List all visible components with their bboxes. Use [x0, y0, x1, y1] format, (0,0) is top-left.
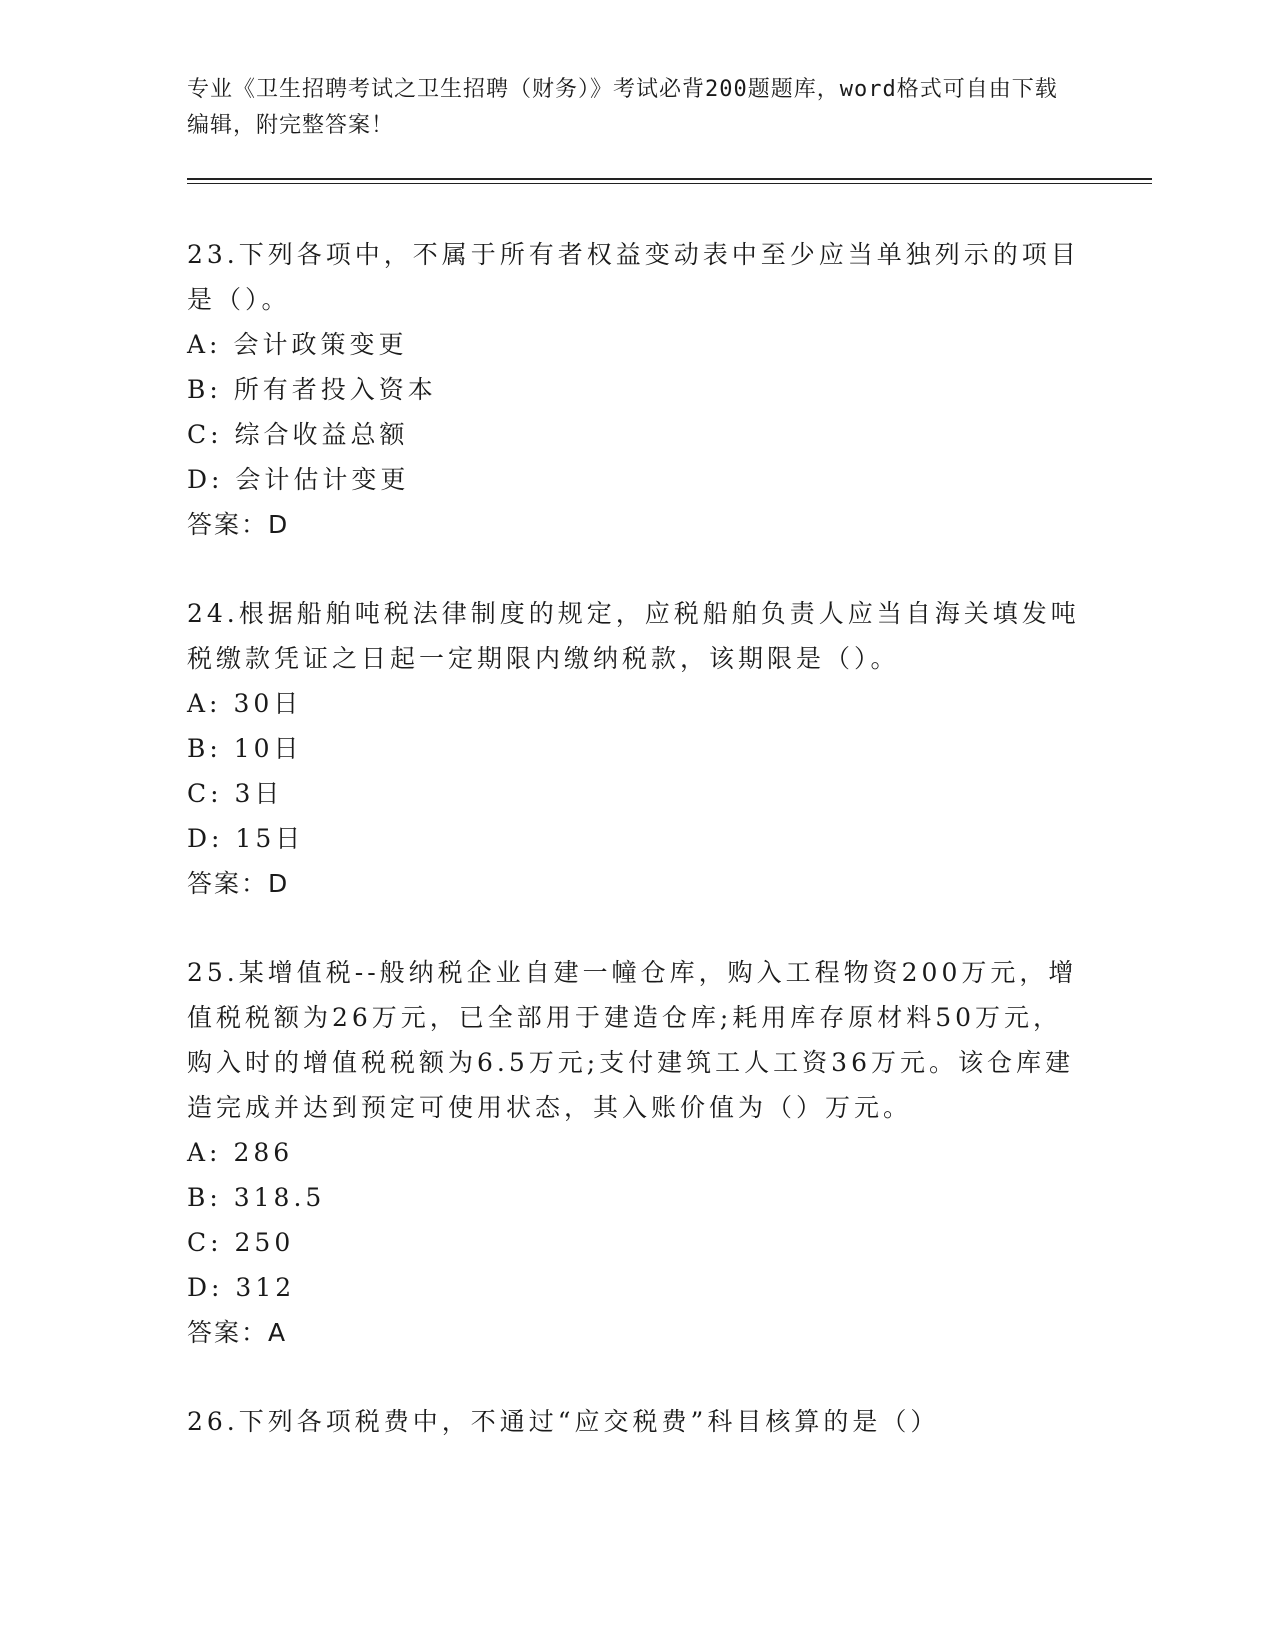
- option-key: C:: [187, 1228, 223, 1257]
- option-text: 250: [234, 1228, 295, 1257]
- option-key: B:: [187, 1183, 222, 1212]
- option-a: [187, 1130, 1087, 1175]
- option-text: 286: [233, 1138, 294, 1167]
- question-24: [187, 591, 1087, 906]
- option-key: D:: [187, 465, 224, 494]
- option-b: [187, 1175, 1087, 1220]
- question-text: 26.下列各项税费中，不通过“应交税费”科目核算的是（）: [187, 1407, 940, 1436]
- option-text: 3日: [234, 779, 284, 808]
- option-a: [187, 322, 1087, 367]
- option-key: D:: [187, 824, 224, 853]
- option-key: B:: [187, 734, 222, 763]
- question-text: 23.下列各项中，不属于所有者权益变动表中至少应当单独列示的项目是（）。: [187, 240, 1080, 314]
- option-b: [187, 367, 1087, 412]
- answer: 答案：D: [187, 510, 290, 539]
- option-a: [187, 681, 1087, 726]
- option-key: B:: [187, 375, 222, 404]
- question-text: 25.某增值税--般纳税企业自建一幢仓库，购入工程物资200万元，增值税税额为26万元，已全部用于建造仓库;耗用库存原材料50万元，购入时的增值税税额为6.5万元;支付建筑工人工资36万元。该仓库建造完成并达到预定可使用状态，其入账价值为（）万元。: [187, 958, 1078, 1122]
- option-text: 318.5: [233, 1183, 326, 1212]
- option-d: [187, 1265, 1087, 1310]
- option-key: C:: [187, 779, 223, 808]
- question-list: [187, 232, 1087, 1488]
- option-b: [187, 726, 1087, 771]
- option-c: [187, 412, 1087, 457]
- option-text: 30日: [233, 689, 303, 718]
- option-text: 10日: [233, 734, 303, 763]
- option-text: 312: [235, 1273, 296, 1302]
- option-c: [187, 771, 1087, 816]
- option-key: A:: [187, 1138, 222, 1167]
- option-d: [187, 457, 1087, 502]
- option-key: A:: [187, 330, 222, 359]
- option-text: 所有者投入资本: [233, 375, 437, 404]
- question-25: [187, 950, 1087, 1355]
- option-text: 综合收益总额: [234, 420, 409, 449]
- question-text: 24.根据船舶吨税法律制度的规定，应税船舶负责人应当自海关填发吨税缴款凭证之日起一定期限内缴纳税款，该期限是（）。: [187, 599, 1080, 673]
- option-key: A:: [187, 689, 222, 718]
- document-header: 专业《卫生招聘考试之卫生招聘（财务）》考试必背200题题库，word格式可自由下载编辑，附完整答案！: [187, 77, 1058, 138]
- answer: 答案：D: [187, 869, 290, 898]
- header-divider-thin: [187, 183, 1152, 184]
- question-26: [187, 1399, 1087, 1444]
- option-c: [187, 1220, 1087, 1265]
- option-text: 会计估计变更: [235, 465, 410, 494]
- answer: 答案：A: [187, 1318, 288, 1347]
- question-23: [187, 232, 1087, 547]
- option-key: D:: [187, 1273, 224, 1302]
- option-text: 15日: [235, 824, 305, 853]
- option-key: C:: [187, 420, 223, 449]
- header-divider-thick: [187, 178, 1152, 180]
- option-d: [187, 816, 1087, 861]
- option-text: 会计政策变更: [233, 330, 408, 359]
